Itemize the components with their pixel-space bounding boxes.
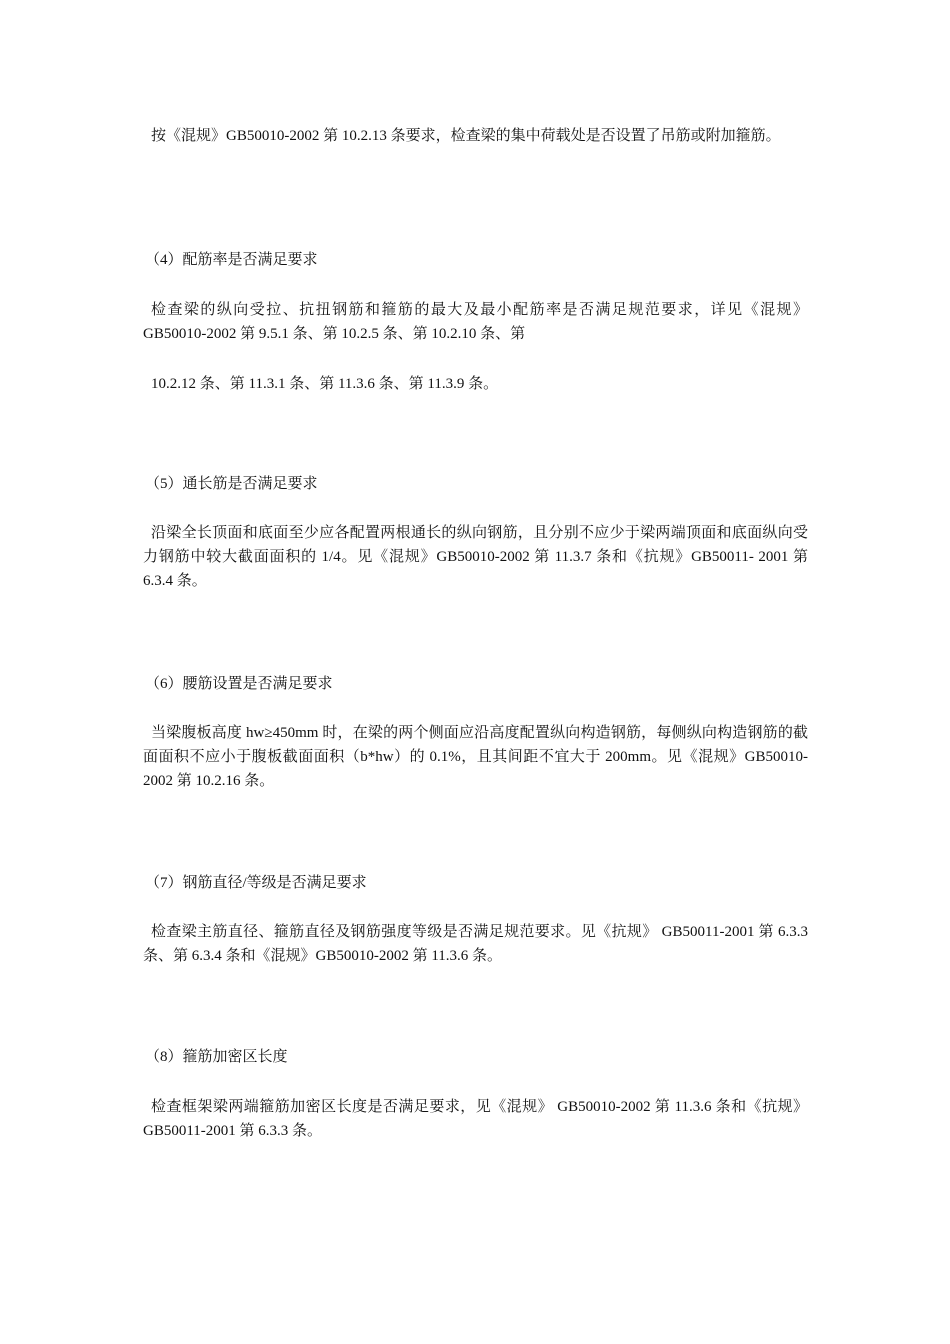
heading-stirrup-densified-zone: （8）箍筋加密区长度	[145, 1049, 288, 1065]
paragraph-reinforcement-ratio: 检查梁的纵向受拉、抗扭钢筋和箍筋的最大及最小配筋率是否满足规范要求，详见《混规》GB50010-2002 第 9.5.1 条、第 10.2.5 条、第 10.2.10 条、第	[143, 302, 808, 342]
heading-bar-diameter-grade: （7）钢筋直径/等级是否满足要求	[145, 875, 367, 891]
heading-reinforcement-ratio: （4）配筋率是否满足要求	[145, 252, 318, 268]
paragraph-stirrup-densified-zone: 检查框架梁两端箍筋加密区长度是否满足要求，见《混规》 GB50010-2002 第 11.3.6 条和《抗规》GB50011-2001 第 6.3.3 条。	[143, 1099, 808, 1139]
heading-web-bars: （6）腰筋设置是否满足要求	[145, 676, 333, 692]
paragraph-continuous-bars: 沿梁全长顶面和底面至少应各配置两根通长的纵向钢筋，且分别不应少于梁两端顶面和底面纵向受力钢筋中较大截面面积的 1/4。见《混规》GB50010-2002 第 11.3.7 条和《抗规》GB50011- 2001 第 6.3.4 条。	[143, 525, 808, 589]
paragraph-bar-diameter-grade: 检查梁主筋直径、箍筋直径及钢筋强度等级是否满足规范要求。见《抗规》 GB50011-2001 第 6.3.3 条、第 6.3.4 条和《混规》GB50010-2002 第 11.3.6 条。	[143, 924, 808, 964]
paragraph-hanger-bars: 按《混规》GB50010-2002 第 10.2.13 条要求，检查梁的集中荷载处是否设置了吊筋或附加箍筋。	[151, 128, 781, 144]
paragraph-web-bars: 当梁腹板高度 hw≥450mm 时，在梁的两个侧面应沿高度配置纵向构造钢筋，每侧纵向构造钢筋的截面面积不应小于腹板截面面积（b*hw）的 0.1%，且其间距不宜大于 200mm。见《混规》GB50010-2002 第 10.2.16 条。	[143, 725, 808, 789]
paragraph-reinforcement-ratio-continued: 10.2.12 条、第 11.3.1 条、第 11.3.6 条、第 11.3.9 条。	[151, 376, 499, 392]
heading-continuous-bars: （5）通长筋是否满足要求	[145, 476, 318, 492]
